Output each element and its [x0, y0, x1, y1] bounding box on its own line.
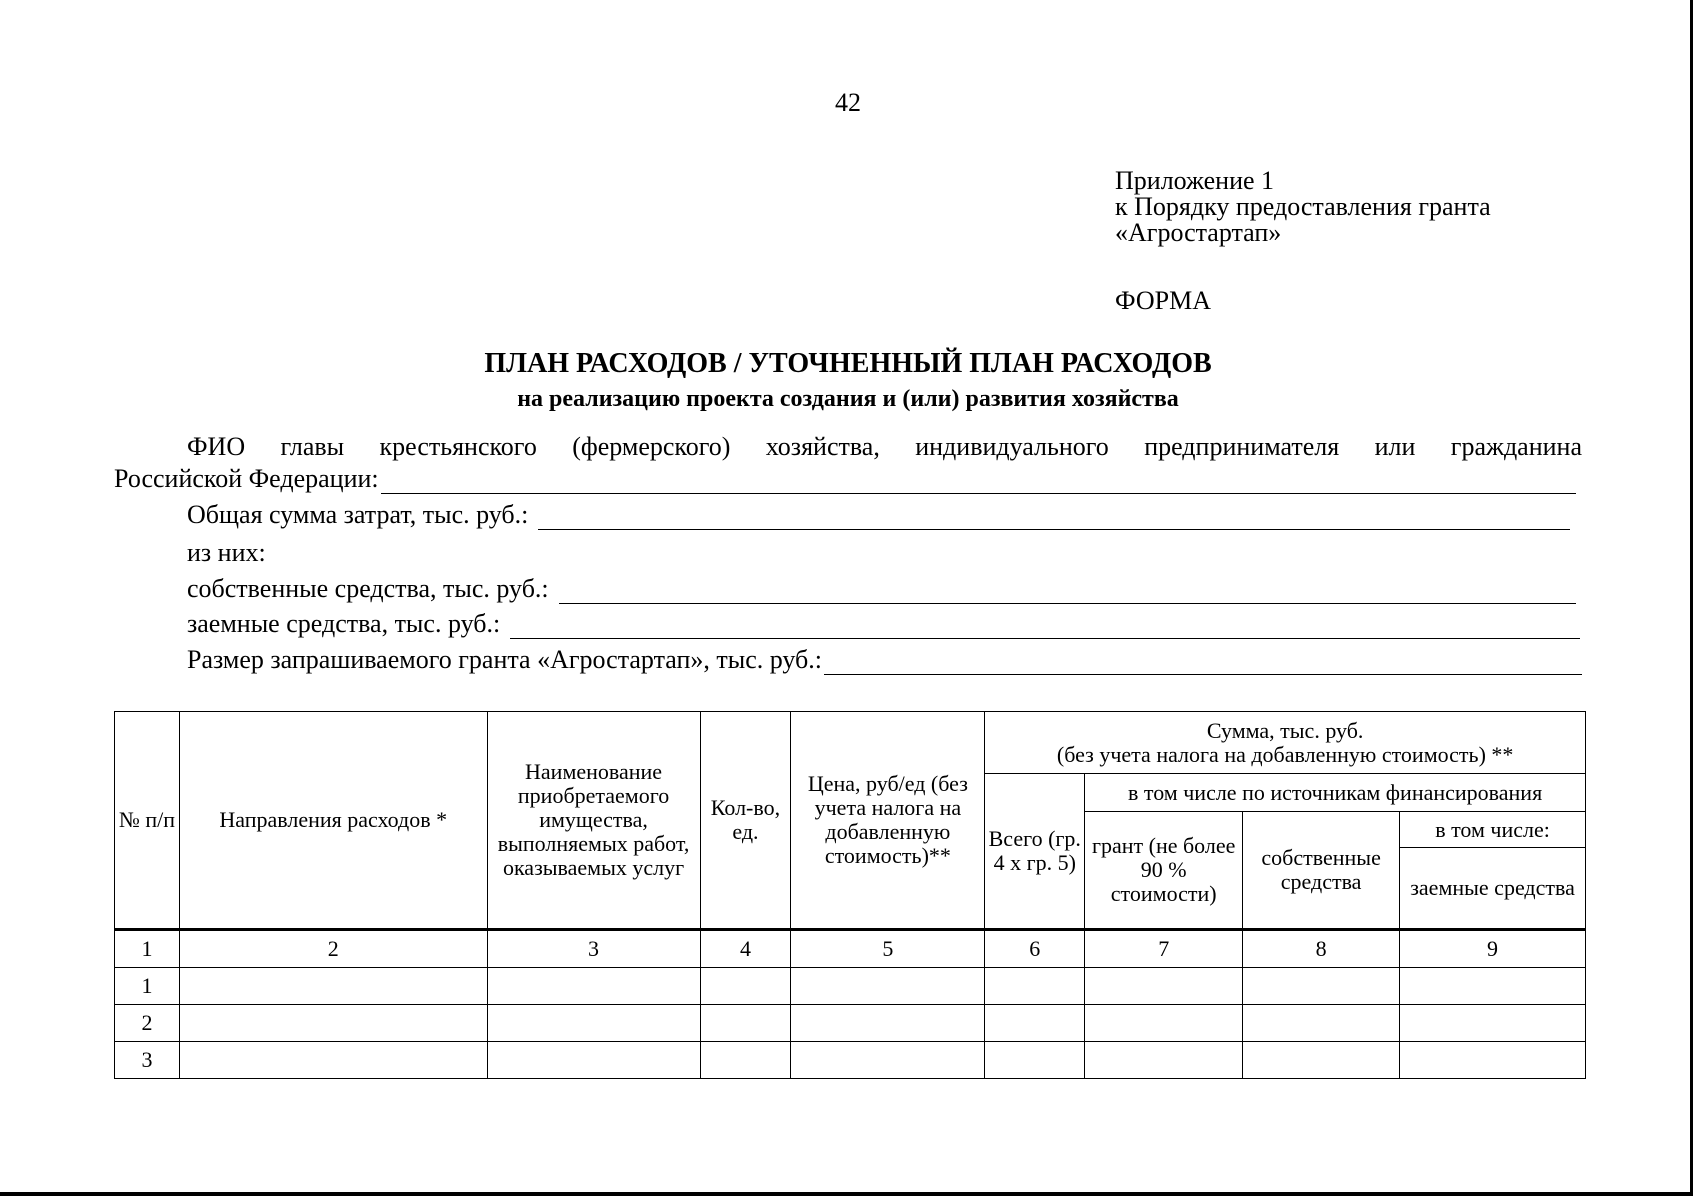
borrowed-funds-label: заемные средства, тыс. руб.:: [187, 609, 501, 638]
document-subtitle: на реализацию проекта создания и (или) развития хозяйства: [517, 386, 1179, 412]
total-costs-field: [187, 498, 1570, 530]
header-including: в том числе:: [1400, 812, 1586, 848]
grant-amount-input-line[interactable]: [824, 650, 1582, 675]
cell-grant[interactable]: [1085, 1005, 1243, 1042]
table-row: [115, 1005, 1586, 1042]
cell-grant[interactable]: [1085, 1042, 1243, 1079]
cell-borrowed-funds[interactable]: [1400, 968, 1586, 1005]
appendix-line-1: Приложение 1: [1115, 166, 1275, 195]
appendix-line-3: «Агростартап»: [1115, 218, 1282, 247]
cell-price[interactable]: [791, 1042, 985, 1079]
fio-label-line-1: ФИО главы крестьянского (фермерского) хозяйства, индивидуального предпринимателя или гражданина: [187, 432, 1582, 461]
column-number: 3: [487, 930, 700, 968]
header-qty: Кол-во, ед.: [700, 712, 791, 930]
cell-qty[interactable]: [700, 1005, 791, 1042]
cell-total[interactable]: [985, 1042, 1085, 1079]
column-number: 4: [700, 930, 791, 968]
column-number: 8: [1243, 930, 1400, 968]
appendix-line-2: к Порядку предоставления гранта: [1115, 192, 1491, 221]
grant-amount-field: [187, 643, 1582, 675]
header-sum-line-1: Сумма, тыс. руб.: [1206, 717, 1364, 743]
fio-label-line-2: Российской Федерации:: [114, 464, 379, 493]
cell-own-funds[interactable]: [1243, 1005, 1400, 1042]
own-funds-field: [187, 572, 1576, 604]
header-total: Всего (гр. 4 х гр. 5): [985, 774, 1085, 930]
cell-directions[interactable]: [179, 1005, 487, 1042]
cell-own-funds[interactable]: [1243, 968, 1400, 1005]
own-funds-input-line[interactable]: [559, 579, 1576, 604]
cell-name[interactable]: [487, 1005, 700, 1042]
borrowed-funds-input-line[interactable]: [510, 614, 1580, 639]
table-row: [115, 968, 1586, 1005]
header-sum-line-2: (без учета налога на добавленную стоимость) **: [1056, 741, 1514, 767]
column-number: 6: [985, 930, 1085, 968]
column-number: 9: [1400, 930, 1586, 968]
form-label: ФОРМА: [1115, 286, 1211, 315]
page-number: 42: [835, 88, 861, 117]
row-number: 1: [115, 968, 180, 1005]
own-funds-label: собственные средства, тыс. руб.:: [187, 574, 549, 603]
cell-name[interactable]: [487, 1042, 700, 1079]
appendix-reference: [1115, 168, 1491, 246]
cell-price[interactable]: [791, 968, 985, 1005]
expense-plan-table: [114, 711, 1586, 1079]
header-name: Наименование приобретаемого имущества, выполняемых работ, оказываемых услуг: [487, 712, 700, 930]
table-row: [115, 1042, 1586, 1079]
cell-own-funds[interactable]: [1243, 1042, 1400, 1079]
header-num: № п/п: [115, 712, 180, 930]
total-costs-label: Общая сумма затрат, тыс. руб.:: [187, 500, 529, 529]
fio-input-line[interactable]: [381, 469, 1576, 494]
cell-price[interactable]: [791, 1005, 985, 1042]
column-number: 1: [115, 930, 180, 968]
header-own-funds: собственные средства: [1243, 812, 1400, 930]
borrowed-funds-field: [187, 607, 1580, 639]
column-number: 7: [1085, 930, 1243, 968]
cell-borrowed-funds[interactable]: [1400, 1042, 1586, 1079]
cell-directions[interactable]: [179, 968, 487, 1005]
column-number: 5: [791, 930, 985, 968]
cell-total[interactable]: [985, 1005, 1085, 1042]
cell-qty[interactable]: [700, 968, 791, 1005]
header-grant: грант (не более 90 % стоимости): [1085, 812, 1243, 930]
header-price: Цена, руб/ед (без учета налога на добавленную стоимость)**: [791, 712, 985, 930]
document-title: ПЛАН РАСХОДОВ / УТОЧНЕННЫЙ ПЛАН РАСХОДОВ: [484, 348, 1212, 379]
of-which-label: из них:: [187, 538, 266, 567]
total-costs-input-line[interactable]: [538, 505, 1570, 530]
header-directions: Направления расходов *: [179, 712, 487, 930]
cell-grant[interactable]: [1085, 968, 1243, 1005]
cell-directions[interactable]: [179, 1042, 487, 1079]
cell-name[interactable]: [487, 968, 700, 1005]
header-borrowed-funds: заемные средства: [1400, 848, 1586, 930]
header-sum: [985, 712, 1586, 774]
grant-amount-label: Размер запрашиваемого гранта «Агростартап», тыс. руб.:: [187, 645, 823, 674]
column-numbers-row: [115, 930, 1586, 968]
cell-total[interactable]: [985, 968, 1085, 1005]
row-number: 2: [115, 1005, 180, 1042]
column-number: 2: [179, 930, 487, 968]
cell-qty[interactable]: [700, 1042, 791, 1079]
fio-field: [114, 462, 1576, 494]
cell-borrowed-funds[interactable]: [1400, 1005, 1586, 1042]
row-number: 3: [115, 1042, 180, 1079]
header-sources: в том числе по источникам финансирования: [1085, 774, 1586, 812]
